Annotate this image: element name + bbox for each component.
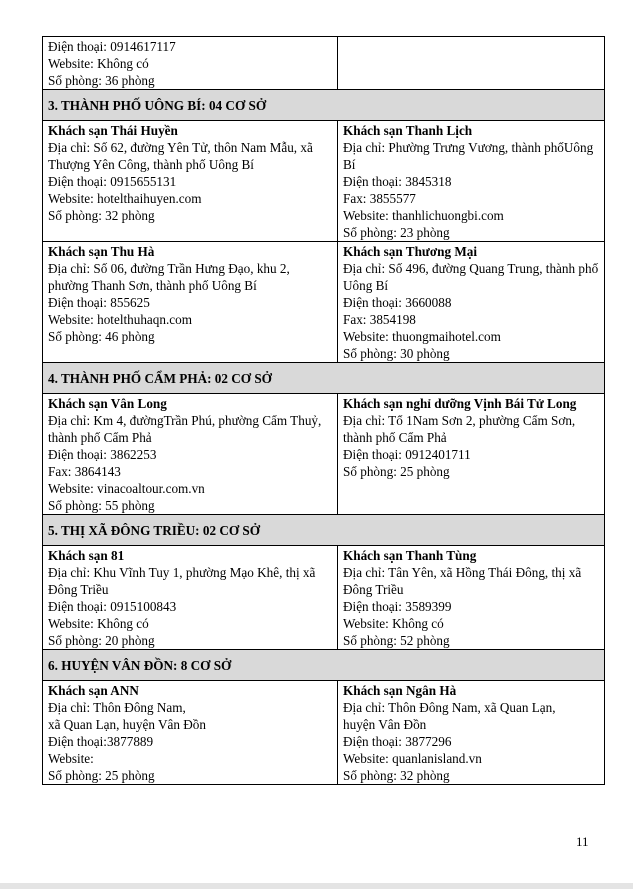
phone-line: Điện thoại: 3845318 <box>343 174 452 189</box>
website-line: Website: thuongmaihotel.com <box>343 329 501 344</box>
hotel-entry <box>338 681 605 785</box>
hotel-name: Khách sạn ANN <box>48 683 139 698</box>
hotel-entry <box>43 121 338 242</box>
address-line: Địa chỉ: Tân Yên, xã Hồng Thái Đông, thị xã Đông Triều <box>343 565 582 597</box>
website-line: Website: <box>48 751 94 766</box>
address-line: Địa chỉ: Thôn Đông Nam, xã Quan Lạn, <box>343 700 556 715</box>
address-line: xã Quan Lạn, huyện Vân Đồn <box>48 717 206 732</box>
rooms-line: Số phòng: 55 phòng <box>48 498 155 513</box>
rooms-line: Số phòng: 36 phòng <box>48 73 155 88</box>
phone-line: Điện thoại: 855625 <box>48 295 150 310</box>
phone-line: Điện thoại:3877889 <box>48 734 154 749</box>
hotel-entry <box>338 242 605 363</box>
table-row <box>43 242 605 363</box>
address-line: Địa chỉ: Phường Trưng Vương, thành phốUông Bí <box>343 140 594 172</box>
table-row <box>43 394 605 515</box>
section-title: 5. THỊ XÃ ĐÔNG TRIỀU: 02 CƠ SỞ <box>43 515 605 546</box>
hotel-directory-table <box>42 36 605 785</box>
address-line: Địa chỉ: Km 4, đườngTrần Phú, phường Cẩm Thuỷ, thành phố Cẩm Phả <box>48 413 322 445</box>
fax-line: Fax: 3855577 <box>343 191 416 206</box>
website-line: Website: Không có <box>343 616 444 631</box>
page-number: 11 <box>576 834 589 849</box>
hotel-entry <box>338 394 605 515</box>
table-row <box>43 681 605 785</box>
phone-line: Điện thoại: 0915100843 <box>48 599 177 614</box>
hotel-name: Khách sạn Thanh Lịch <box>343 123 473 138</box>
phone-line: Điện thoại: 0915655131 <box>48 174 177 189</box>
section-header-row <box>43 90 605 121</box>
hotel-name: Khách sạn Ngân Hà <box>343 683 457 698</box>
hotel-entry <box>43 37 338 90</box>
hotel-entry <box>338 121 605 242</box>
website-line: Website: hotelthaihuyen.com <box>48 191 202 206</box>
hotel-entry <box>43 681 338 785</box>
phone-line: Điện thoại: 3589399 <box>343 599 452 614</box>
section-header-row <box>43 363 605 394</box>
address-line: Địa chỉ: Số 06, đường Trần Hưng Đạo, khu 2, phường Thanh Sơn, thành phố Uông Bí <box>48 261 290 293</box>
website-line: Website: quanlanisland.vn <box>343 751 482 766</box>
rooms-line: Số phòng: 30 phòng <box>343 346 450 361</box>
phone-line: Điện thoại: 3877296 <box>343 734 452 749</box>
address-line: Địa chỉ: Thôn Đông Nam, <box>48 700 186 715</box>
website-line: Website: thanhlichuongbi.com <box>343 208 504 223</box>
website-line: Website: hotelthuhaqn.com <box>48 312 192 327</box>
address-line: Địa chỉ: Tổ 1Nam Sơn 2, phường Cẩm Sơn, thành phố Cẩm Phả <box>343 413 576 445</box>
section-header-row <box>43 515 605 546</box>
table-row <box>43 37 605 90</box>
fax-line: Fax: 3864143 <box>48 464 121 479</box>
website-line: Website: Không có <box>48 56 149 71</box>
fax-line: Fax: 3854198 <box>343 312 416 327</box>
section-title: 6. HUYỆN VÂN ĐỒN: 8 CƠ SỞ <box>43 650 605 681</box>
rooms-line: Số phòng: 32 phòng <box>48 208 155 223</box>
hotel-name: Khách sạn Thu Hà <box>48 244 155 259</box>
rooms-line: Số phòng: 25 phòng <box>48 768 155 783</box>
rooms-line: Số phòng: 52 phòng <box>343 633 450 648</box>
phone-line: Điện thoại: 0912401711 <box>343 447 471 462</box>
phone-line: Điện thoại: 3862253 <box>48 447 157 462</box>
website-line: Website: vinacoaltour.com.vn <box>48 481 205 496</box>
address-line: Địa chỉ: Khu Vĩnh Tuy 1, phường Mạo Khê, thị xã Đông Triều <box>48 565 316 597</box>
hotel-entry <box>43 546 338 650</box>
phone-line: Điện thoại: 3660088 <box>343 295 452 310</box>
rooms-line: Số phòng: 32 phòng <box>343 768 450 783</box>
phone-line: Điện thoại: 0914617117 <box>48 39 176 54</box>
hotel-name: Khách sạn Thái Huyền <box>48 123 178 138</box>
hotel-name: Khách sạn Thanh Tùng <box>343 548 477 563</box>
rooms-line: Số phòng: 20 phòng <box>48 633 155 648</box>
table-row <box>43 546 605 650</box>
website-line: Website: Không có <box>48 616 149 631</box>
table-row <box>43 121 605 242</box>
hotel-name: Khách sạn 81 <box>48 548 125 563</box>
rooms-line: Số phòng: 46 phòng <box>48 329 155 344</box>
rooms-line: Số phòng: 23 phòng <box>343 225 450 240</box>
section-title: 4. THÀNH PHỐ CẨM PHẢ: 02 CƠ SỞ <box>43 363 605 394</box>
hotel-name: Khách sạn Thương Mại <box>343 244 478 259</box>
hotel-entry <box>338 546 605 650</box>
address-line: Địa chỉ: Số 496, đường Quang Trung, thành phố Uông Bí <box>343 261 599 293</box>
section-title: 3. THÀNH PHỐ UÔNG BÍ: 04 CƠ SỞ <box>43 90 605 121</box>
hotel-name: Khách sạn nghỉ dưỡng Vịnh Bái Tử Long <box>343 396 577 411</box>
hotel-entry <box>43 242 338 363</box>
hotel-entry <box>43 394 338 515</box>
hotel-name: Khách sạn Vân Long <box>48 396 167 411</box>
section-header-row <box>43 650 605 681</box>
page-bottom-band <box>0 883 633 889</box>
rooms-line: Số phòng: 25 phòng <box>343 464 450 479</box>
empty-cell <box>338 37 605 90</box>
address-line: huyện Vân Đồn <box>343 717 427 732</box>
address-line: Địa chỉ: Số 62, đường Yên Tử, thôn Nam Mẫu, xã Thượng Yên Công, thành phố Uông Bí <box>48 140 313 172</box>
